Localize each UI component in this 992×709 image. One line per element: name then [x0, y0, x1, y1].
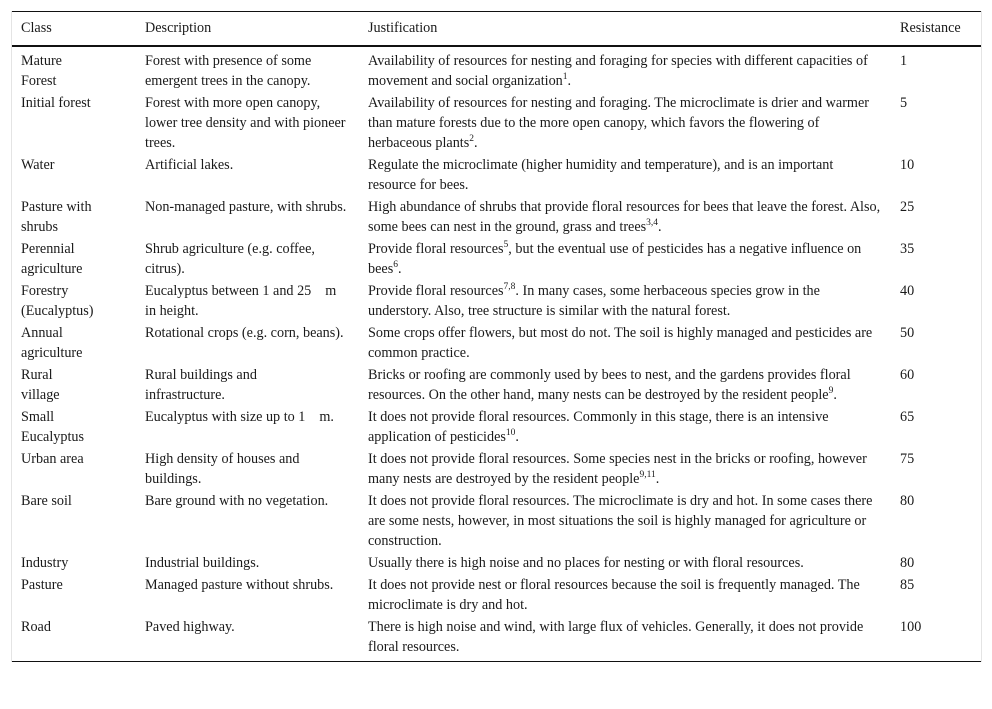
- justification-text: It does not provide floral resources. Commonly in this stage, there is an intensive application of pesticides: [368, 409, 829, 445]
- cell-class: Initial forest: [21, 95, 91, 111]
- cell-description: Forest with more open canopy, lower tree density and with pioneer trees.: [145, 95, 346, 151]
- cell-justification: [359, 91, 891, 153]
- cell-resistance: 60: [900, 367, 915, 383]
- cell-justification: [359, 46, 891, 91]
- cell-description: Managed pasture without shrubs.: [145, 577, 334, 593]
- table-row: [12, 153, 981, 195]
- cell-class: [12, 405, 136, 447]
- header-justification: Justification: [368, 20, 438, 36]
- cell-class: Pasture: [21, 577, 63, 593]
- cell-description: High density of houses and buildings.: [145, 451, 300, 487]
- justification-text-pre: Provide floral resources: [368, 283, 504, 299]
- table-row: [12, 279, 981, 321]
- cell-description: Artificial lakes.: [145, 157, 234, 173]
- justification-text: Availability of resources for nesting and foraging for species with different capacities of movement and social organization: [368, 53, 868, 89]
- cell-resistance: 80: [900, 493, 915, 509]
- cell-description: Paved highway.: [145, 619, 235, 635]
- justification-text: Availability of resources for nesting and foraging. The microclimate is drier and warmer than mature forests due to the more open canopy, which favors the flowering of herbaceous plants: [368, 95, 869, 151]
- cell-resistance: 85: [900, 577, 915, 593]
- cell-resistance: 40: [900, 283, 915, 299]
- justification-text: Some crops offer flowers, but most do not. The soil is highly managed and pesticides are common practice.: [368, 325, 873, 361]
- cell-class: Bare soil: [21, 493, 72, 509]
- cell-justification: [359, 615, 891, 662]
- justification-text: . In many cases, some herbaceous species grow in the understory. Also, tree structure is similar with the natural forest.: [368, 283, 820, 319]
- cell-class: [12, 237, 136, 279]
- cell-description: [136, 279, 359, 321]
- class-text: Rural village: [21, 367, 60, 403]
- cell-class: Industry: [21, 555, 69, 571]
- cell-resistance: 25: [900, 199, 915, 215]
- cell-resistance: 65: [900, 409, 915, 425]
- cell-justification: [359, 573, 891, 615]
- justification-tail: .: [397, 261, 402, 277]
- justification-text: Bricks or roofing are commonly used by bees to nest, and the gardens provides floral resources. On the other hand, many nests can be destroyed by the resident people: [368, 367, 851, 403]
- cell-description: Bare ground with no vegetation.: [145, 493, 329, 509]
- reference-superscript: 9,11: [639, 470, 656, 480]
- cell-description: Non-managed pasture, with shrubs.: [145, 199, 347, 215]
- class-text: Small Eucalyptus: [21, 409, 85, 445]
- justification-text: It does not provide floral resources. Some species nest in the bricks or roofing, however many nests are destroyed by the resident people: [368, 451, 867, 487]
- cell-resistance: 75: [900, 451, 915, 467]
- table-row: [12, 321, 981, 363]
- table-row: [12, 573, 981, 615]
- cell-resistance: 100: [900, 619, 922, 635]
- cell-resistance: 80: [900, 555, 915, 571]
- table-row: [12, 46, 981, 91]
- justification-tail: .: [515, 429, 519, 445]
- cell-description: [136, 405, 359, 447]
- cell-justification: [359, 279, 891, 321]
- reference-superscript: 6: [393, 260, 398, 270]
- description-unit: m.: [319, 409, 334, 425]
- justification-text: It does not provide floral resources. The microclimate is dry and hot. In some cases there are some nests, however, in most situations the soil is highly managed for agriculture or construction.: [368, 493, 873, 549]
- cell-class: [12, 279, 136, 321]
- description-text: Eucalyptus with size up to 1: [145, 409, 306, 425]
- header-class: Class: [21, 20, 52, 36]
- cell-justification: [359, 321, 891, 363]
- cell-description: Forest with presence of some emergent trees in the canopy.: [145, 53, 312, 89]
- cell-justification: [359, 447, 891, 489]
- table-row: [12, 237, 981, 279]
- class-text: Perennial agriculture: [21, 241, 83, 277]
- justification-tail: .: [833, 387, 837, 403]
- cell-class: [12, 46, 136, 91]
- cell-justification: [359, 237, 891, 279]
- cell-justification: [359, 153, 891, 195]
- reference-superscript: 9: [828, 386, 834, 396]
- justification-text: There is high noise and wind, with large flux of vehicles. Generally, it does not provide floral resources.: [368, 619, 864, 655]
- cell-class: Urban area: [21, 451, 84, 467]
- cell-description: Shrub agriculture (e.g. coffee, citrus).: [145, 241, 315, 277]
- cell-description: Industrial buildings.: [145, 555, 260, 571]
- table-row: [12, 363, 981, 405]
- reference-superscript: 3,4: [646, 218, 659, 228]
- table-row: [12, 551, 981, 573]
- table-row: [12, 405, 981, 447]
- cell-justification: [359, 489, 891, 551]
- cell-class: Road: [21, 619, 51, 635]
- reference-superscript: 7,8: [503, 282, 516, 292]
- cell-resistance: 35: [900, 241, 915, 257]
- cell-class: [12, 195, 136, 237]
- cell-justification: [359, 551, 891, 573]
- description-unit: m in height.: [145, 283, 337, 319]
- justification-text: Usually there is high noise and no places for nesting or with floral resources.: [368, 555, 804, 571]
- header-description: Description: [145, 20, 212, 36]
- reference-superscript: 2: [469, 134, 474, 144]
- cell-resistance: 50: [900, 325, 915, 341]
- table-row: [12, 195, 981, 237]
- justification-tail: .: [658, 219, 662, 235]
- cell-justification: [359, 363, 891, 405]
- class-text: Annual agriculture: [21, 325, 83, 361]
- class-text: Pasture with shrubs: [21, 199, 92, 235]
- table-row: [12, 447, 981, 489]
- cell-resistance: 5: [900, 95, 908, 111]
- table-header-row: [12, 12, 981, 47]
- justification-text: It does not provide nest or floral resources because the soil is frequently managed. The microclimate is dry and hot.: [368, 577, 860, 613]
- cell-class: [12, 363, 136, 405]
- reference-superscript: 1: [562, 72, 568, 82]
- justification-text: , but the eventual use of pesticides has a negative influence on bees: [368, 241, 862, 277]
- justification-tail: .: [474, 135, 478, 151]
- resistance-table-container: [11, 11, 982, 662]
- cell-resistance: 1: [900, 53, 908, 69]
- description-text: Eucalyptus between 1 and 25: [145, 283, 312, 299]
- justification-text: Regulate the microclimate (higher humidity and temperature), and is an important resource for bees.: [368, 157, 834, 193]
- description-text: Rural buildings and infrastructure.: [145, 367, 257, 403]
- justification-text: High abundance of shrubs that provide floral resources for bees that leave the forest. Also, some bees can nest in the ground, grass and trees: [368, 199, 881, 235]
- table-row: [12, 489, 981, 551]
- cell-justification: [359, 405, 891, 447]
- cell-description: [136, 363, 359, 405]
- header-resistance: Resistance: [900, 20, 961, 36]
- cell-class: Water: [21, 157, 55, 173]
- cell-description: Rotational crops (e.g. corn, beans).: [145, 325, 344, 341]
- table-row: [12, 91, 981, 153]
- table-row: [12, 615, 981, 662]
- justification-text-pre: Provide floral resources: [368, 241, 504, 257]
- cell-resistance: 10: [900, 157, 915, 173]
- cell-class: [12, 321, 136, 363]
- resistance-table: [12, 11, 981, 662]
- class-text: Mature Forest: [21, 53, 62, 89]
- reference-superscript: 5: [503, 240, 509, 250]
- cell-justification: [359, 195, 891, 237]
- justification-tail: .: [655, 471, 660, 487]
- reference-superscript: 10: [505, 428, 516, 438]
- class-text: Forestry (Eucalyptus): [21, 283, 94, 319]
- justification-tail: .: [567, 73, 572, 89]
